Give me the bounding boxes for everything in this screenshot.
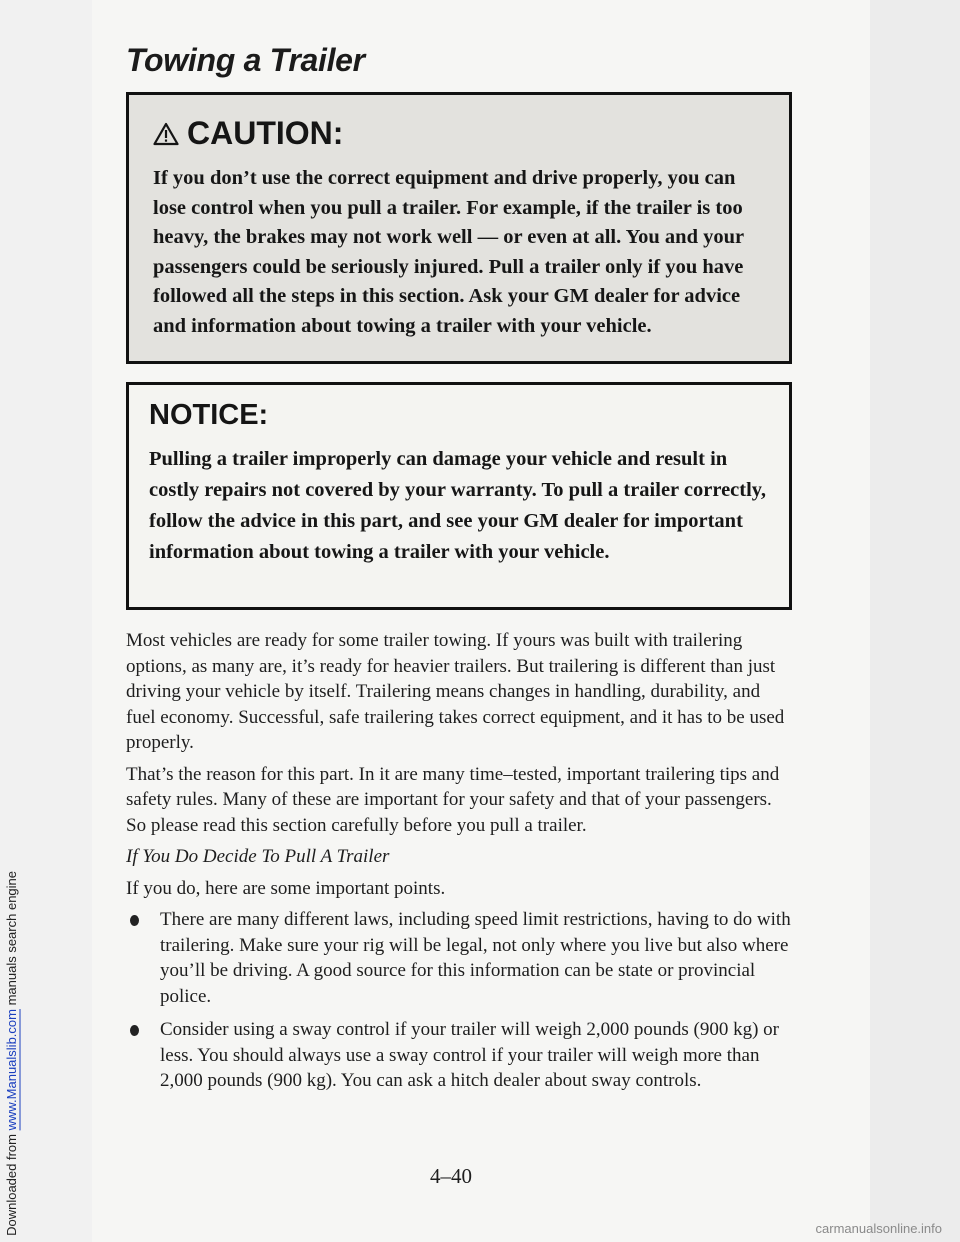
notice-text: Pulling a trailer improperly can damage your vehicle and result in costly repairs not covered by your warranty. To pull a trailer correctly, follow the advice in this part, and see your GM dealer for important information about towing a trailer with your vehicle. xyxy=(149,448,767,563)
list-item xyxy=(126,907,792,1009)
paragraph-points: If you do, here are some important points. xyxy=(126,877,446,899)
notice-box xyxy=(126,382,792,610)
paragraph-intro: Most vehicles are ready for some trailer towing. If yours was built with trailering options, as many are, it’s ready for heavier trailers. But trailering is different than just driving your vehicle by itself. Trailering means changes in handling, durability, and fuel economy. Successful, safe trailering takes correct equipment, and it has to be used properly. xyxy=(126,630,785,753)
bullet-list xyxy=(126,907,792,1094)
caution-text: If you don’t use the correct equipment and drive properly, you can lose control when you pull a trailer. For example, if the trailer is too heavy, the brakes may not work well — or even at all. You and your passengers could be seriously injured. Pull a trailer only if you have followed all the steps in this section. Ask your GM dealer for advice and information about towing a trailer with your vehicle. xyxy=(153,167,744,337)
bullet-icon xyxy=(130,915,139,926)
caution-box xyxy=(126,92,792,364)
caution-heading-text: CAUTION: xyxy=(187,115,344,151)
section-subhead: If You Do Decide To Pull A Trailer xyxy=(126,846,390,867)
notice-heading: NOTICE: xyxy=(149,399,269,431)
caution-heading xyxy=(153,115,767,152)
page-number: 4–40 xyxy=(430,1164,472,1188)
download-suffix: manuals search engine xyxy=(4,871,19,1010)
download-prefix: Downloaded from xyxy=(4,1130,19,1236)
body-text xyxy=(126,628,792,1102)
watermark: carmanualsonline.info xyxy=(815,1221,942,1236)
download-notice xyxy=(4,871,19,1236)
manualslib-link[interactable]: www.Manualslib.com xyxy=(4,1009,19,1131)
page-title: Towing a Trailer xyxy=(126,42,365,78)
paragraph-reason: That’s the reason for this part. In it are many time–tested, important trailering tips and safety rules. Many of these are important for your safety and that of your passengers. So please read this section carefully before you pull a trailer. xyxy=(126,763,780,836)
bullet-icon xyxy=(130,1025,139,1036)
bullet-text: There are many different laws, including speed limit restrictions, having to do with trailering. Make sure your rig will be legal, not only where you live but also where you’ll be driving. A good source for this information can be state or provincial police. xyxy=(160,909,791,1007)
bullet-text: Consider using a sway control if your trailer will weigh 2,000 pounds (900 kg) or less. You should always use a sway control if your trailer will weigh more than 2,000 pounds (900 kg). You can ask a hitch dealer about sway controls. xyxy=(160,1019,779,1091)
list-item xyxy=(126,1017,792,1094)
warning-triangle-icon xyxy=(153,122,179,146)
